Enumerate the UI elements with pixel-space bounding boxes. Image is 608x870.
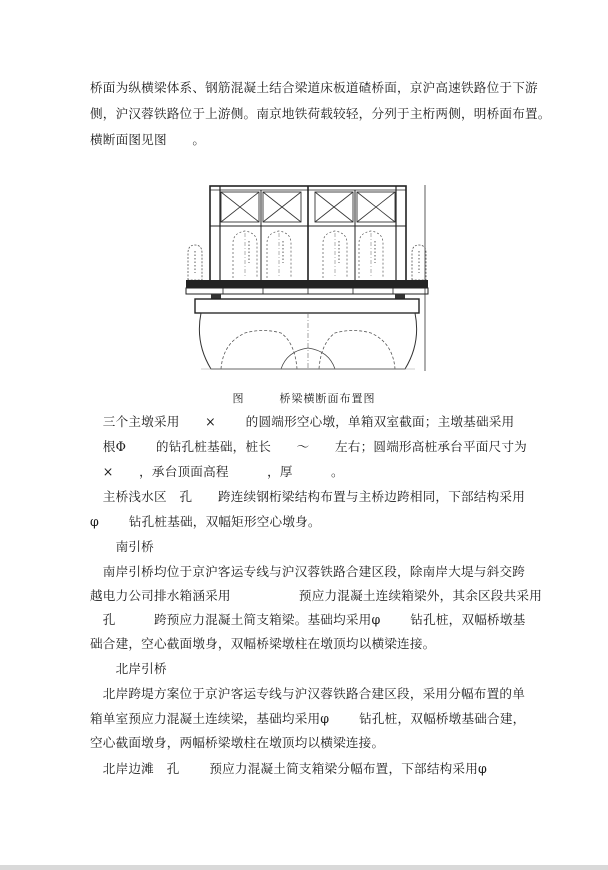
text-line: 横断面图见图 。 bbox=[90, 132, 206, 147]
text-line: 根Φ 的钻孔桩基础，桩长 ～ 左右；圆端形高桩承台平面尺寸为 bbox=[90, 439, 527, 454]
text-line: 北岸边滩 孔 预应力混凝土简支箱梁分幅布置，下部结构采用φ bbox=[90, 761, 488, 776]
text-line: 孔 跨预应力混凝土简支箱梁。基础均采用φ 钻孔桩，双幅桥墩基 bbox=[90, 612, 526, 627]
text-line: 主桥浅水区 孔 跨连续钢桁梁结构布置与主桥边跨相同，下部结构采用 bbox=[90, 489, 525, 504]
text-line: 空心截面墩身，两幅桥梁墩柱在墩顶均以横梁连接。 bbox=[90, 735, 385, 750]
text-line: × ，承台顶面高程 ，厚 。 bbox=[90, 464, 344, 479]
text-line: 侧，沪汉蓉铁路位于上游侧。南京地铁荷载较轻，分列于主桁两侧，明桥面布置。 bbox=[90, 106, 551, 121]
text-line: φ 钻孔桩基础，双幅矩形空心墩身。 bbox=[90, 514, 321, 529]
text-line: 南岸引桥均位于京沪客运专线与沪汉蓉铁路合建区段，除南岸大堤与斜交跨 bbox=[90, 564, 525, 579]
text-line: 础合建，空心截面墩身，双幅桥梁墩柱在墩顶均以横梁连接。 bbox=[90, 636, 436, 651]
text-line: 越电力公司排水箱涵采用 预应力混凝土连续箱梁外，其余区段共采用 bbox=[90, 588, 542, 603]
bridge-cross-section-drawing bbox=[183, 183, 433, 373]
section-heading: 北岸引桥 bbox=[90, 661, 167, 676]
figure-caption bbox=[0, 390, 608, 406]
figure-label: 图 bbox=[232, 392, 245, 405]
page-bottom-bar bbox=[0, 865, 608, 870]
text-line: 北岸跨堤方案位于京沪客运专线与沪汉蓉铁路合建区段，采用分幅布置的单 bbox=[90, 686, 525, 701]
text-line: 箱单室预应力混凝土连续梁，基础均采用φ 钻孔桩，双幅桥墩基础合建， bbox=[90, 711, 526, 726]
text-line: 三个主墩采用 × 的圆端形空心墩，单箱双室截面；主墩基础采用 bbox=[90, 414, 515, 429]
figure-title: 桥梁横断面布置图 bbox=[279, 392, 376, 405]
section-heading: 南引桥 bbox=[90, 539, 154, 554]
text-line: 桥面为纵横梁体系、钢筋混凝土结合梁道床板道碴桥面，京沪高速铁路位于下游 bbox=[90, 80, 538, 95]
